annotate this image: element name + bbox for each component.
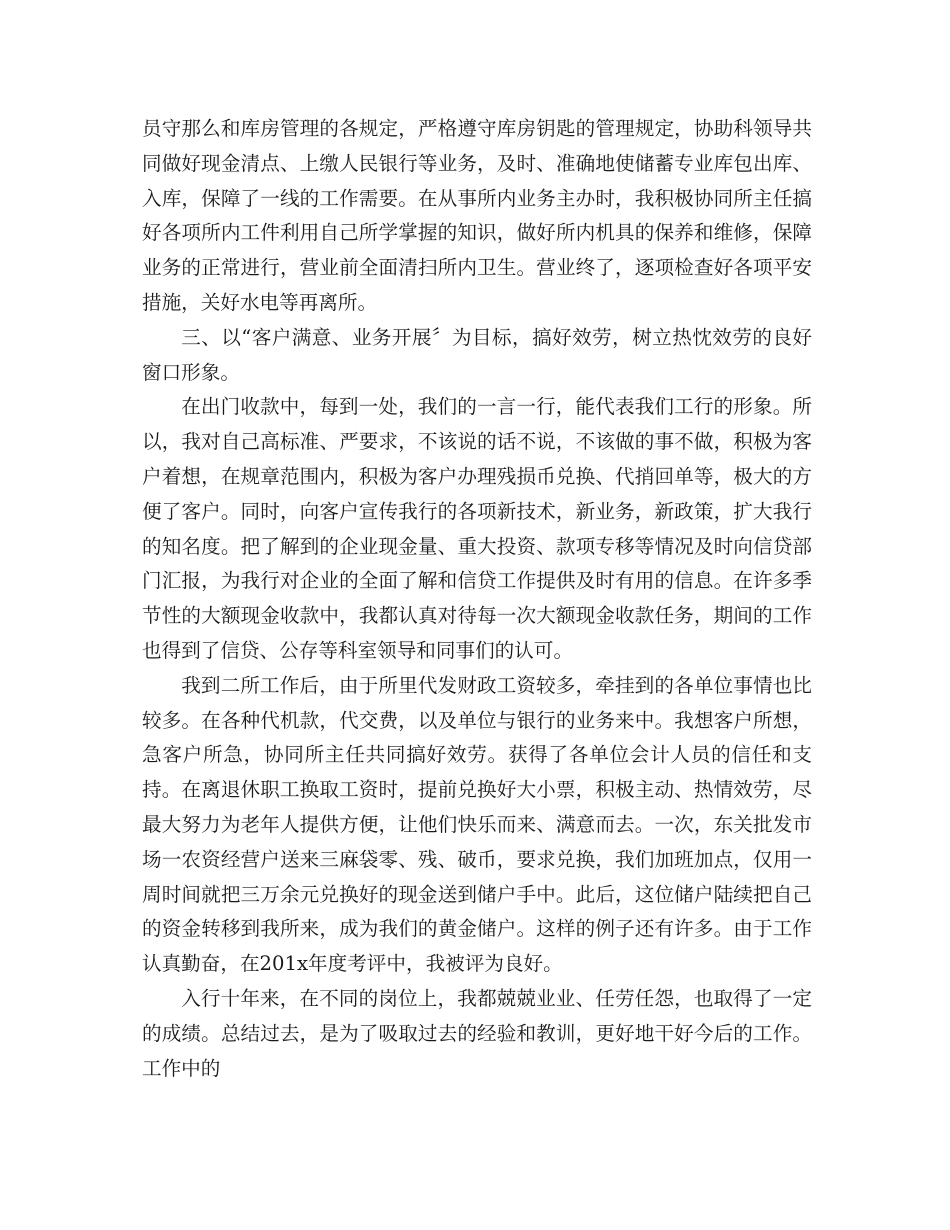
paragraph-2: 三、以“客户满意、业务开展〞为目标，搞好效劳，树立热忱效劳的良好窗口形象。 [142, 325, 812, 384]
paragraph-4: 我到二所工作后，由于所里代发财政工资较多，牵挂到的各单位事情也比较多。在各种代机款，代交费，以及单位与银行的业务来中。我想客户所想，急客户所急，协同所主任共同搞好效劳。获得了各单位会计人员的信任和支持。在离退休职工换取工资时，提前兑换好大小票，积极主动、热情效劳，尽最大努力为老年人提供方便，让他们快乐而来、满意而去。一次，东关批发市场一农资经营户送来三麻袋零、残、破币，要求兑换，我们加班加点，仅用一周时间就把三万余元兑换好的现金送到储户手中。此后，这位储户陆续把自己的资金转移到我所来，成为我们的黄金储户。这样的例子还有许多。由于工作认真勤奋，在201x年度考评中，我被评为良好。 [142, 673, 812, 976]
document-body [142, 112, 812, 1086]
paragraph-1: 员守那么和库房管理的各规定，严格遵守库房钥匙的管理规定，协助科领导共同做好现金清点、上缴人民银行等业务，及时、准确地使储蓄专业库包出库、入库，保障了一线的工作需要。在从事所内业务主办时，我积极协同所主任搞好各项所内工件利用自己所学掌握的知识，做好所内机具的保养和维修，保障业务的正常进行，营业前全面清扫所内卫生。营业终了，逐项检查好各项平安措施，关好水电等再离所。 [142, 117, 812, 314]
paragraph-3: 在出门收款中，每到一处，我们的一言一行，能代表我们工行的形象。所以，我对自己高标准、严要求，不该说的话不说，不该做的事不做，积极为客户着想，在规章范围内，积极为客户办理残损币兑换、代捎回单等，极大的方便了客户。同时，向客户宣传我行的各项新技术，新业务，新政策，扩大我行的知名度。把了解到的企业现金量、重大投资、款项专移等情况及时向信贷部门汇报，为我行对企业的全面了解和信贷工作提供及时有用的信息。在许多季节性的大额现金收款中，我都认真对待每一次大额现金收款任务，期间的工作也得到了信贷、公存等科室领导和同事们的认可。 [142, 395, 812, 662]
paragraph-5: 入行十年来，在不同的岗位上，我都兢兢业业、任劳任怨，也取得了一定的成绩。总结过去，是为了吸取过去的经验和教训，更好地干好今后的工作。工作中的 [142, 986, 812, 1080]
